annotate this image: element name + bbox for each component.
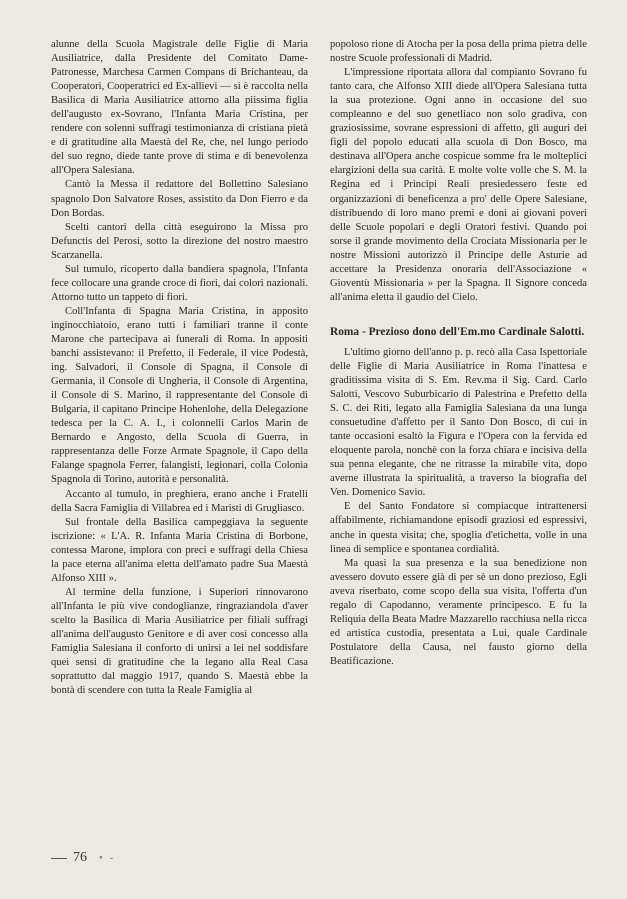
page-footer	[51, 850, 115, 866]
paragraph: L'ultimo giorno dell'anno p. p. recò alla Casa Ispettoriale delle Figlie di Maria Ausiliatrice in Roma l'inattesa e graditissima visita di S. Em. Rev.ma il Sig. Card. Carlo Salotti, Vescovo Suburbicario di Palestrina e Prefetto della S. C. dei Riti, legato alla Famiglia Salesiana da una lunga consuetudine d'affetto per il Santo Don Bosco, di cui in tante occasioni esaltò la Figura e l'Opera con la fervida ed eloquente parola, nonchè con la forza chiara e incisiva della sua penna elegante, che ne ritrasse la mirabile vita, dopo averne illustrata la spiritualità, a traverso la biografia del Ven. Domenico Savio.	[330, 346, 587, 499]
footer-dash	[51, 858, 67, 859]
paragraph: Sul frontale della Basilica campeggiava la seguente iscrizione: « L'A. R. Infanta Maria Cristina di Borbone, contessa Marone, implora con preci e suffragi della Chiesa la pace eterna all'anima eletta dell'amato padre Sua Maestà Alfonso XIII ».	[51, 516, 308, 584]
paragraph: Accanto al tumulo, in preghiera, erano anche i Fratelli della Sacra Famiglia di Villabrea ed i Maristi di Grugliasco.	[51, 488, 308, 514]
paragraph: Sul tumulo, ricoperto dalla bandiera spagnola, l'Infanta fece collocare una grande croce di fiori, dai colori nazionali. Attorno tutto un tappeto di fiori.	[51, 263, 308, 303]
paragraph: L'impressione riportata allora dal compianto Sovrano fu tanto cara, che Alfonso XIII diede all'Opera Salesiana tutta la sua protezione. Ogni anno in occasione del suo compleanno e del suo genetliaco non solo gradiva, con graziosissime, sovrane espressioni di affetto, gli auguri dei figli del popolo educati alla scuola di Don Bosco, ma destinava all'Opera anche cospicue somme fra le molteplici elargizioni della sua carità. E molte volte volle che S. M. la Regina ed i Principi Reali presiedessero feste ed organizzazioni di beneficenza a pro' delle Opere Salesiane, distribuendo di loro mano premi e doni ai giovani poveri delle Scuole popolari e degli Oratori festivi. Quando poi sorse il grande movimento della Crociata Missionaria per le nostre Missioni autorizzò il Principe delle Asturie ad accettare la Presidenza onoraria dell'Associazione « Gioventù Missionaria » per la Spagna. Il Signore conceda all'anima eletta il gaudio del Cielo.	[330, 67, 587, 303]
paragraph: Coll'Infanta di Spagna Maria Cristina, in apposito inginocchiatoio, erano tutti i familiari tranne il conte Marone che partecipava ai funerali di Roma. In appositi banchi assistevano: il Prefetto, il Federale, il vice Podestà, ing. Salvadori, il Console di Spagna, il Console di Germania, il Console di Ungheria, il Console di Argentina, il Console di S. Marino, il rappresentante del Console di Bulgaria, il capitano Principe Hohenlohe, della Delegazione tedesca per la C. A. I., i colonnelli Carlos Marin de Bernardo e Angosto, della Scuola di Guerra, in rappresentanza delle Forze Armate Spagnole, il Capo della Falange spagnola Ferrer, falangisti, legionari, colla Colonia Spagnola di Torino, autorità e personalità.	[51, 305, 308, 486]
section-heading: Roma - Prezioso dono dell'Em.mo Cardinale Salotti.	[330, 325, 585, 338]
right-column	[330, 38, 587, 669]
paragraph: Ma quasi la sua presenza e la sua benedizione non avessero dovuto essere già di per sè un dono prezioso, Egli aveva riserbato, come scopo della sua visita, l'offerta d'un regalo di Capodanno, veramente principesco. E fu la Reliquia della Beata Madre Mazzarello racchiusa nella ricca ed artistica custodia, presentata a Lui, quale Cardinale Postulatore della Causa, nel fausto giorno della Beatificazione.	[330, 557, 587, 667]
page-number: 76	[73, 850, 87, 865]
paragraph: Al termine della funzione, i Superiori rinnovarono all'Infanta le più vive condoglianze, ringraziandola d'aver scelto la Basilica di Maria Ausiliatrice per filiali suffragi all'anima dell'augusto Genitore e di aver così concesso alla Famiglia Salesiana il conforto di unirsi a lei nel soddisfare quei sensi di gratitudine che la legano alla Real Casa soprattutto dal maggio 1917, quando S. Maestà ebbe la bontà di scendere con tutta la Reale Famiglia al	[51, 586, 308, 697]
footer-marks: • -	[99, 852, 116, 864]
left-column	[51, 38, 308, 698]
paragraph: Cantò la Messa il redattore del Bollettino Salesiano spagnolo Don Salvatore Roses, assistito da Don Fierro e da Don Bordas.	[51, 179, 308, 219]
paragraph: E del Santo Fondatore si compiacque intrattenersi affabilmente, richiamandone episodi graziosi ed espressivi, anche in questa visita; che, spoglia d'etichetta, volle in una linea di semplice e spontanea cordialità.	[330, 501, 587, 555]
paragraph: alunne della Scuola Magistrale delle Figlie di Maria Ausiliatrice, dalla Presidente del Comitato Dame-Patronesse, Marchesa Carmen Compans di Brichanteau, da Cooperatori, Cooperatrici ed Ex-allievi — si è raccolta nella Basilica di Maria Ausiliatrice attorno alla piissima figlia dell'augusto ex-Sovrano, l'Infanta Maria Cristina, per rendere con solenni suffragi testimonianza di cristiana pietà e di gratitudine alla Maestà del Re, che, nel lungo periodo del suo regno, diede tante prove di stima e di benevolenza all'Opera Salesiana.	[51, 39, 308, 177]
paragraph: popoloso rione di Atocha per la posa della prima pietra delle nostre Scuole professionali di Madrid.	[330, 39, 587, 65]
paragraph: Scelti cantori della città eseguirono la Missa pro Defunctis del Perosi, sotto la direzione del nostro maestro Scarzanella.	[51, 221, 308, 261]
